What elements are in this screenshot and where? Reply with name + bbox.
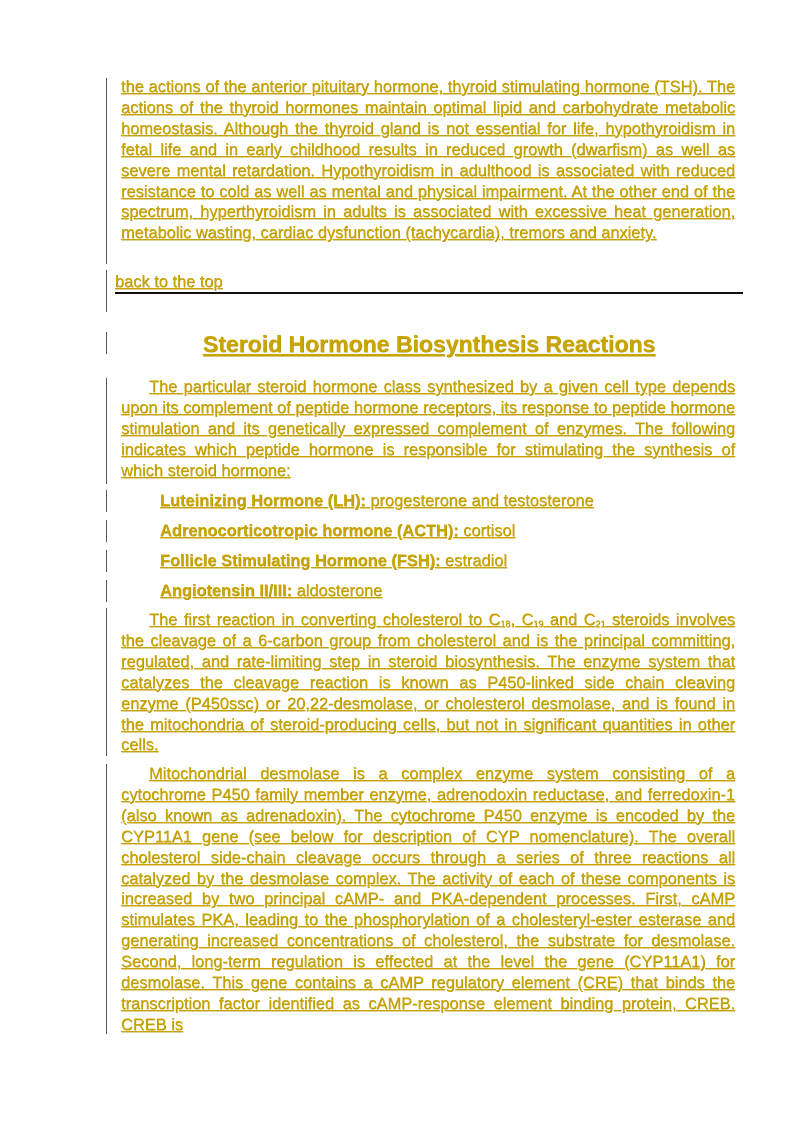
margin-bar: [106, 550, 107, 572]
margin-bar: [106, 378, 107, 484]
hormone-target: estradiol: [440, 552, 507, 570]
intro-paragraph: the actions of the anterior pituitary hormone, thyroid stimulating hormone (TSH). The actions of the thyroid hormones maintain optimal lipid and carbohydrate metabolic homeostasis. Although the thyroid gland is not essential for life, hypothyroidism in fetal life and in early childhood results in reduced growth (dwarfism) as well as severe mental retardation. Hypothyroidism in adulthood is associated with reduced resistance to cold as well as mental and physical impairment. At the other end of the spectrum, hyperthyroidism in adults is associated with excessive heat generation, metabolic wasting, cardiac dysfunction (tachycardia), tremors and anxiety.: [121, 78, 735, 243]
paragraph-cholesterol-cleavage: [121, 610, 735, 756]
margin-bar: [106, 580, 107, 602]
subscript: 18: [500, 619, 511, 629]
hormone-name: Adrenocorticotropic hormone (ACTH):: [160, 522, 459, 540]
para2-rest: steroids involves the cleavage of a 6-carbon group from cholesterol and is the principal committing, regulated, and rate-limiting step in steroid biosynthesis. The enzyme system that catalyzes the cleavage reaction is known as P450-linked side chain cleaving enzyme (P450ssc) or 20,22-desmolase, or cholesterol desmolase, and is found in the mitochondria of steroid-producing cells, but not in significant quantities in other cells.: [121, 611, 735, 755]
margin-bar: [106, 764, 107, 1034]
horizontal-rule: [115, 292, 743, 294]
margin-bar: [106, 332, 107, 354]
hormone-list-item: [160, 491, 594, 511]
margin-bar: [106, 270, 107, 312]
hormone-target: aldosterone: [292, 582, 383, 600]
para2-start: The first reaction in converting cholesterol to C: [149, 611, 501, 629]
hormone-name: Angiotensin II/III:: [160, 582, 293, 600]
hormone-target: cortisol: [458, 522, 516, 540]
paragraph-mitochondrial-desmolase: Mitochondrial desmolase is a complex enzyme system consisting of a cytochrome P450 family member enzyme, adrenodoxin reductase, and ferredoxin-1 (also known as adrenadoxin). The cytochrome P450 enzyme is encoded by the CYP11A1 gene (see below for description of CYP nomenclature). The overall cholesterol side-chain cleavage occurs through a series of three reactions all catalyzed by the desmolase complex. The activity of each of these components is increased by two principal cAMP- and PKA-dependent processes. First, cAMP stimulates PKA, leading to the phosphorylation of a cholesteryl-ester esterase and generating increased concentrations of cholesterol, the substrate for desmolase. Second, long-term regulation is effected at the level the gene (CYP11A1) for desmolase. This gene contains a cAMP regulatory element (CRE) that binds the transcription factor identified as cAMP-response element binding protein, CREB. CREB is: [121, 765, 735, 1034]
subscript: 21: [595, 619, 606, 629]
paragraph-peptide-hormones: The particular steroid hormone class synthesized by a given cell type depends upon its complement of peptide hormone receptors, its response to peptide hormone stimulation and its genetically expressed complement of enzymes. The following indicates which peptide hormone is responsible for stimulating the synthesis of which steroid hormone:: [121, 378, 735, 480]
hormone-list-item: [160, 521, 515, 541]
margin-bar: [106, 608, 107, 756]
para2-sep: , C: [510, 611, 534, 629]
back-to-top-link[interactable]: back to the top: [115, 273, 223, 291]
subscript: 19: [533, 619, 544, 629]
margin-bar: [106, 490, 107, 512]
hormone-name: Luteinizing Hormone (LH):: [160, 492, 366, 510]
hormone-name: Follicle Stimulating Hormone (FSH):: [160, 552, 441, 570]
hormone-list-item: [160, 551, 507, 571]
hormone-target: progesterone and testosterone: [365, 492, 594, 510]
margin-bar: [106, 78, 107, 264]
hormone-list-item: [160, 581, 382, 601]
section-title: Steroid Hormone Biosynthesis Reactions: [202, 331, 656, 357]
para2-sep: and C: [543, 611, 596, 629]
margin-bar: [106, 520, 107, 542]
